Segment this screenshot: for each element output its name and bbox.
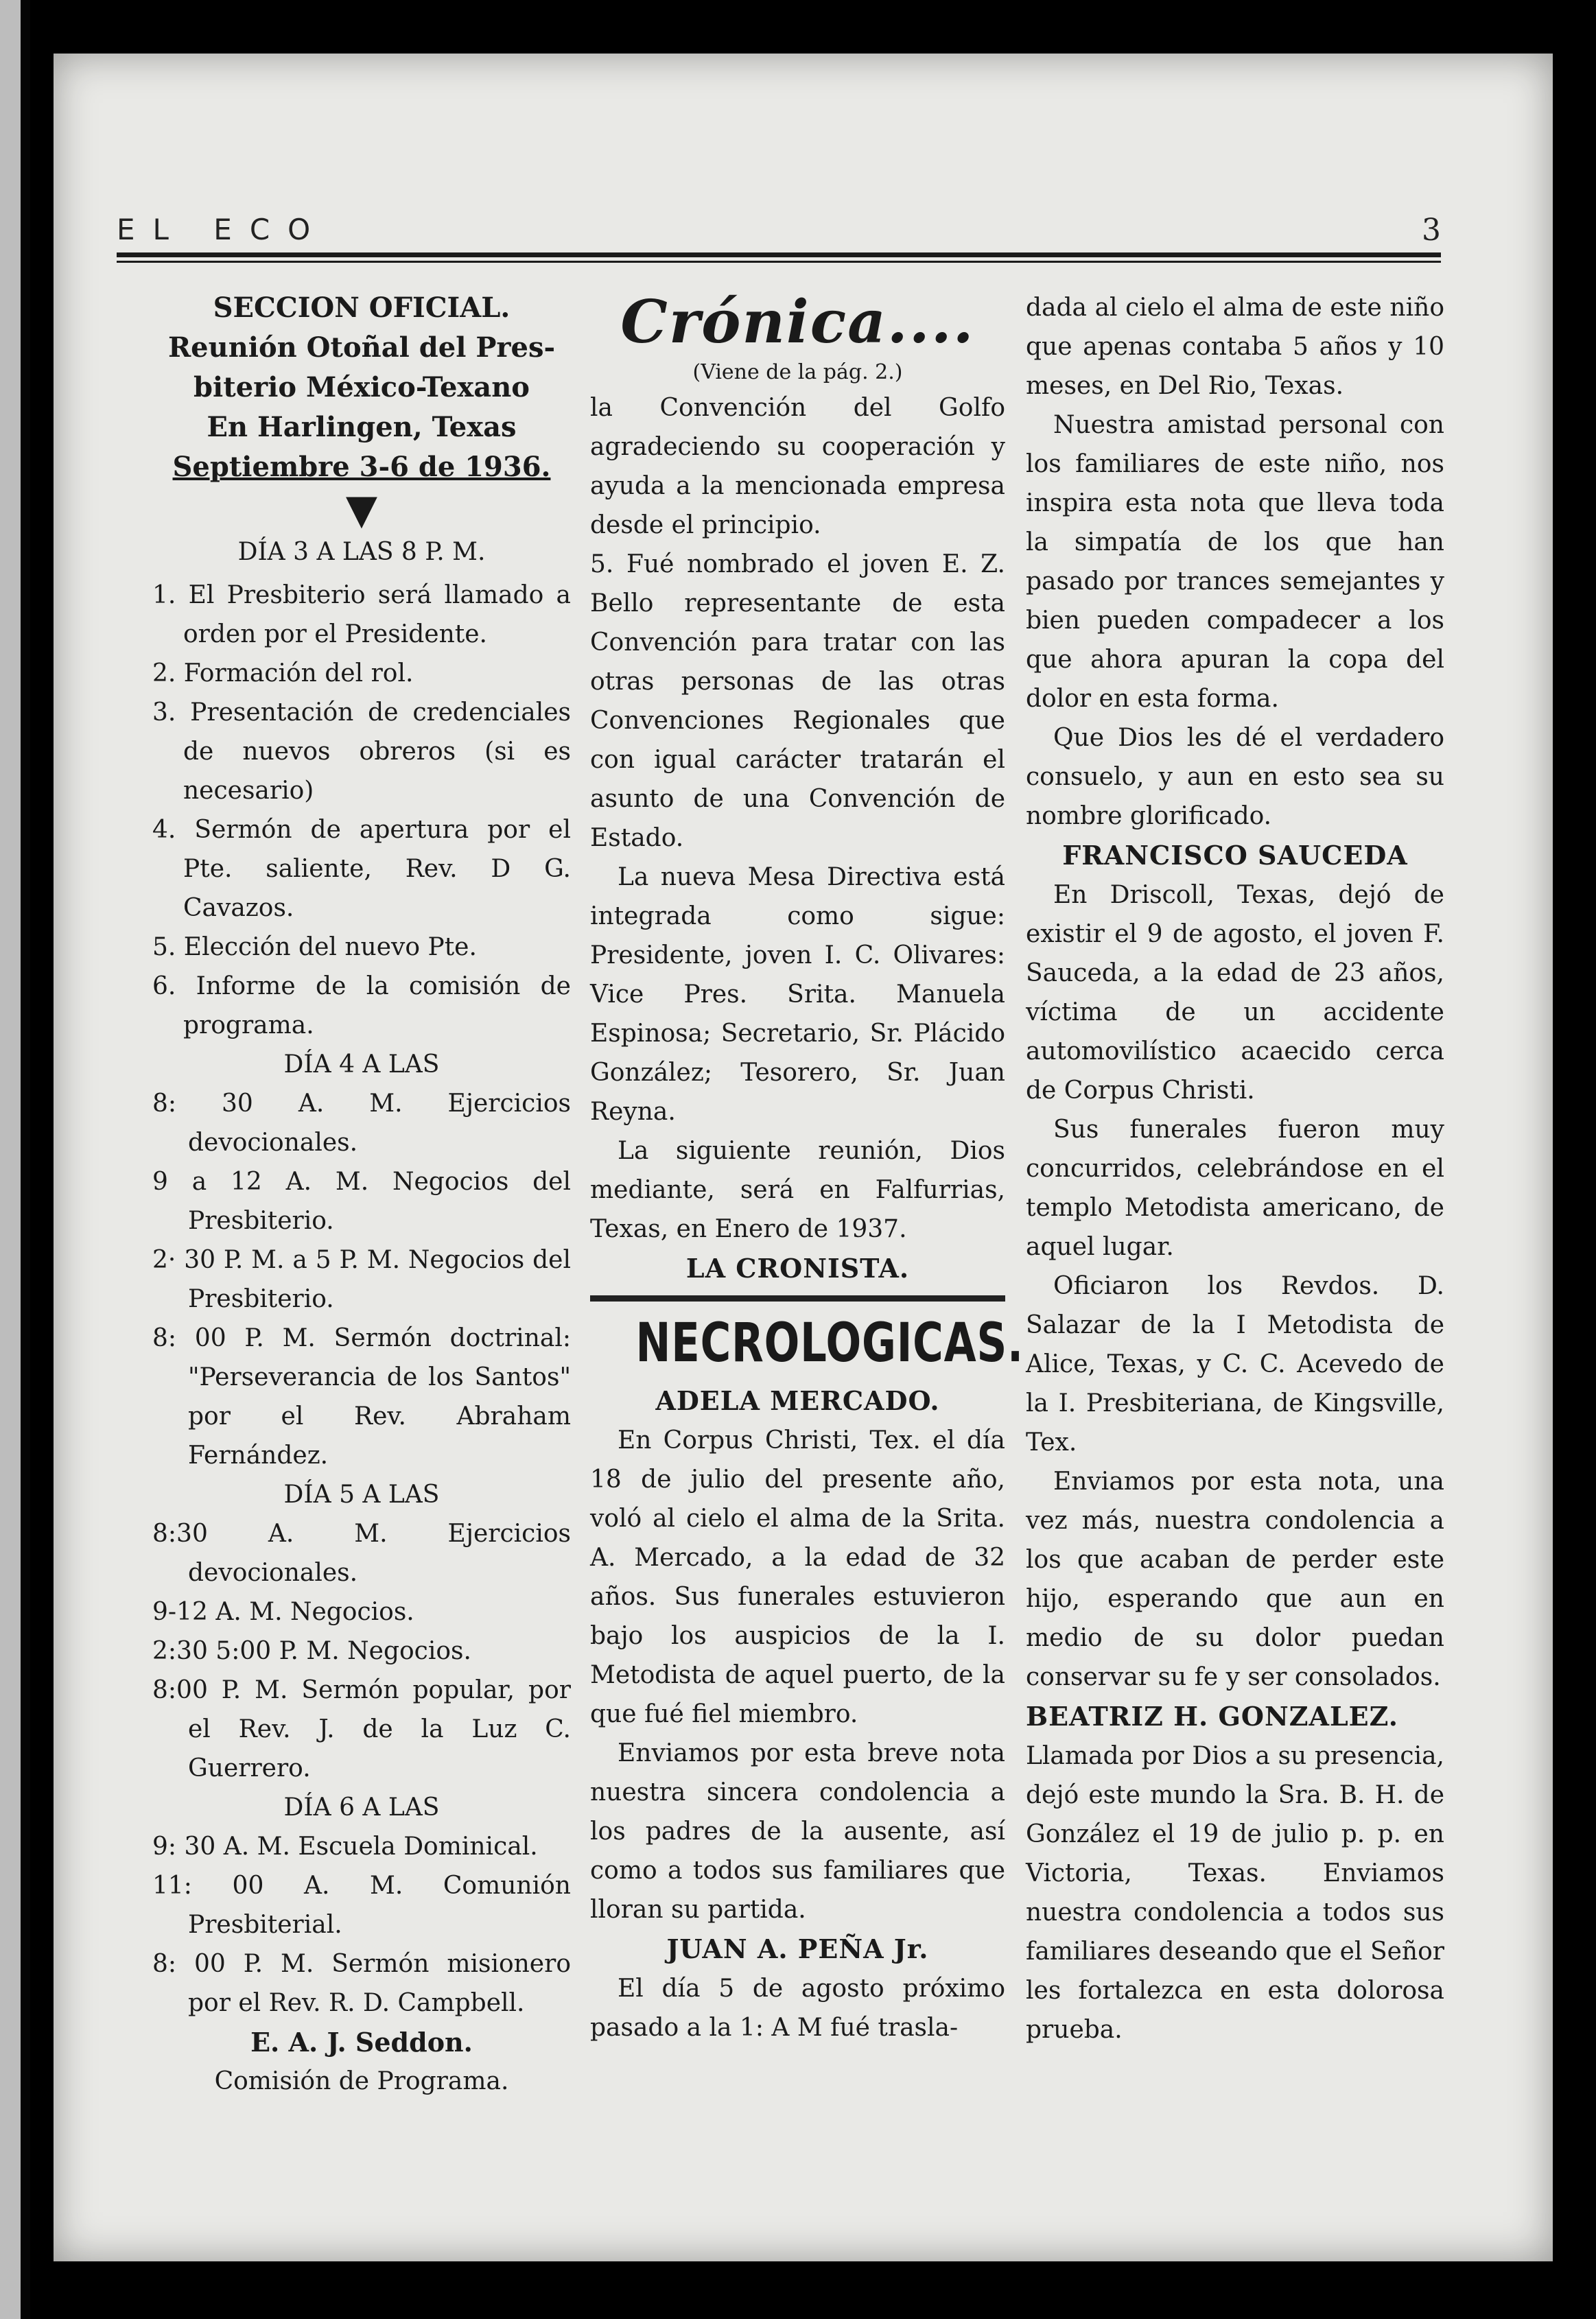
obituary-paragraph: Sus funerales fueron muy concurridos, celebrándose en el templo Metodista americano, de aquel lugar.	[1026, 1116, 1444, 1261]
agenda-item: 5. Elección del nuevo Pte.	[152, 933, 477, 961]
agenda-item: 1. El Presbiterio será llamado a orden por el Presidente.	[152, 581, 571, 648]
obituary-paragraph: En Corpus Christi, Tex. el día 18 de julio del presente año, voló al cielo el alma de la Srita. A. Mercado, a la edad de 32 años. Sus funerales estuvieron bajo los auspicios de la I. Metodista de aquel puerto, de la que fué fiel miembro.	[590, 1426, 1005, 1728]
agenda-item: 8:30 A. M. Ejercicios devocionales.	[152, 1520, 571, 1587]
obituary-paragraph: Que Dios les dé el verdadero consuelo, y aun en esto sea su nombre glorificado.	[1026, 724, 1444, 830]
obituary-paragraph: Oficiaron los Revdos. D. Salazar de la I Metodista de Alice, Texas, y C. C. Acevedo de la I. Presbiteriana, de Kingsville, Tex.	[1026, 1272, 1444, 1457]
masthead: EL ECO	[117, 213, 329, 246]
day-heading: DÍA 5 A LAS	[283, 1481, 440, 1509]
agenda-item: 2· 30 P. M. a 5 P. M. Negocios del Presbiterio.	[152, 1246, 571, 1313]
subtitle-line: biterio México-Texano	[193, 371, 530, 403]
necrologicas-title: NECROLOGICAS.	[635, 1312, 1024, 1374]
agenda-item: 8: 30 A. M. Ejercicios devocionales.	[152, 1090, 571, 1157]
agenda-item: 4. Sermón de apertura por el Pte. saliente, Rev. D G. Cavazos.	[152, 816, 571, 922]
agenda-item: 6. Informe de la comisión de programa.	[152, 972, 571, 1039]
day-heading: DÍA 4 A LAS	[283, 1050, 440, 1079]
section-title: SECCION OFICIAL.	[213, 292, 511, 324]
cronica-paragraph: La nueva Mesa Directiva está integrada como sigue: Presidente, joven I. C. Olivares: Vice Pres. Srita. Manuela Espinosa; Secretario, Sr. Plácido González; Tesorero, Sr. Juan Reyna.	[590, 863, 1005, 1126]
cronica-paragraph: 5. Fué nombrado el joven E. Z. Bello representante de esta Convención para tratar con las otras personas de las otras Convenciones Regionales que con igual carácter tratarán el asunto de una Convención de Estado.	[590, 550, 1005, 852]
obituary-title: ADELA MERCADO.	[655, 1385, 940, 1416]
obituary-title: BEATRIZ H. GONZALEZ.	[1026, 1701, 1398, 1732]
agenda-item: 9: 30 A. M. Escuela Dominical.	[152, 1833, 538, 1861]
obituary-paragraph: Nuestra amistad personal con los familiares de este niño, nos inspira esta nota que lleva toda la simpatía de los que han pasado por trances semejantes y bien pueden compadecer a los que ahora apuran la copa del dolor en esta forma.	[1026, 411, 1444, 713]
agenda-item: 11: 00 A. M. Comunión Presbiterial.	[152, 1872, 571, 1939]
signature-role: Comisión de Programa.	[214, 2067, 509, 2095]
agenda-item: 2. Formación del rol.	[152, 659, 414, 687]
header-rule-thick	[117, 252, 1441, 257]
obituary-paragraph: En Driscoll, Texas, dejó de existir el 9 de agosto, el joven F. Sauceda, a la edad de 23 años, víctima de un accidente automovilístico acaecido cerca de Corpus Christi.	[1026, 881, 1444, 1105]
divider-rule	[590, 1295, 1005, 1302]
scan-left-gutter	[21, 0, 30, 2319]
page-number: 3	[1422, 213, 1441, 248]
header-rule-thin	[117, 261, 1441, 263]
obituary-paragraph: El día 5 de agosto próximo pasado a la 1: A M fué trasla-	[590, 1975, 1005, 2042]
obituary-paragraph: Enviamos por esta nota, una vez más, nuestra condolencia a los que acaban de perder este hijo, esperando que aun en medio de su dolor puedan conservar su fe y ser consolados.	[1026, 1468, 1444, 1691]
subtitle-line: Septiembre 3-6 de 1936.	[172, 451, 551, 483]
subtitle-line: En Harlingen, Texas	[207, 411, 517, 443]
obituary-paragraph: Enviamos por esta breve nota nuestra sincera condolencia a los padres de la ausente, así como a todos sus familiares que lloran su partida.	[590, 1739, 1005, 1924]
agenda-item: 8:00 P. M. Sermón popular, por el Rev. J. de la Luz C. Guerrero.	[152, 1676, 571, 1782]
agenda-item: 2:30 5:00 P. M. Negocios.	[152, 1637, 471, 1665]
column-necrologicas-cont	[1026, 288, 1444, 2049]
cronica-paragraph: la Convención del Golfo agradeciendo su cooperación y ayuda a la mencionada empresa desde el principio.	[590, 394, 1005, 539]
agenda-item: 9 a 12 A. M. Negocios del Presbiterio.	[152, 1168, 571, 1235]
cronica-title: Crónica....	[620, 287, 975, 357]
obituary-title: FRANCISCO SAUCEDA	[1062, 840, 1408, 871]
agenda-item: 8: 00 P. M. Sermón misionero por el Rev. R. D. Campbell.	[152, 1950, 571, 2017]
column-cronica	[590, 287, 1024, 2047]
signature: E. A. J. Seddon.	[250, 2027, 473, 2058]
agenda-item: 8: 00 P. M. Sermón doctrinal: "Perseverancia de los Santos" por el Rev. Abraham Fernández.	[152, 1324, 571, 1470]
column-official-section	[152, 288, 571, 2101]
subtitle-line: Reunión Otoñal del Pres-	[167, 331, 556, 364]
scan-left-margin	[0, 0, 21, 2319]
obituary-paragraph: dada al cielo el alma de este niño que apenas contaba 5 años y 10 meses, en Del Rio, Texas.	[1026, 294, 1444, 400]
cronista-signature: LA CRONISTA.	[685, 1253, 910, 1284]
triangle-ornament: ▼	[345, 486, 378, 534]
obituary-title: JUAN A. PEÑA Jr.	[666, 1933, 929, 1964]
obituary-paragraph: Llamada por Dios a su presencia, dejó este mundo la Sra. B. H. de González el 19 de julio p. p. en Victoria, Texas. Enviamos nuestra condolencia a todos sus familiares deseando que el Señor les fortalezca en esta dolorosa prueba.	[1026, 1742, 1444, 2044]
agenda-item: 3. Presentación de credenciales de nuevos obreros (si es necesario)	[152, 698, 571, 805]
day-heading: DÍA 6 A LAS	[283, 1793, 440, 1822]
continued-note: (Viene de la pág. 2.)	[692, 360, 903, 384]
cronica-paragraph: La siguiente reunión, Dios mediante, será en Falfurrias, Texas, en Enero de 1937.	[590, 1137, 1005, 1243]
day-heading: DÍA 3 A LAS 8 P. M.	[237, 538, 486, 566]
page-header	[117, 213, 1441, 254]
agenda-item: 9-12 A. M. Negocios.	[152, 1598, 414, 1626]
